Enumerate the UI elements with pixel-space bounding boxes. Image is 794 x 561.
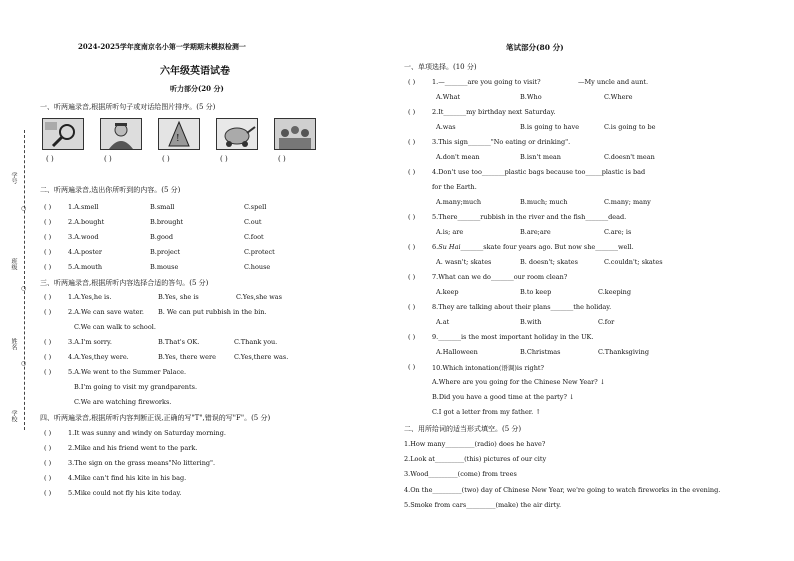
- option-b: B.mouse: [150, 263, 179, 271]
- answer-paren[interactable]: ( ): [44, 263, 52, 271]
- option-c: C.is going to be: [604, 123, 656, 131]
- question-stem: 3.This sign_______"No eating or drinking".: [432, 138, 571, 146]
- option-b: B.brought: [150, 218, 184, 226]
- question-stem: 2.It_______my birthday next Saturday.: [432, 108, 556, 116]
- wet-floor-sign: [158, 118, 200, 150]
- option-b: B.project: [150, 248, 181, 256]
- answer-paren[interactable]: ( ): [162, 155, 170, 163]
- option-c: C.Thank you.: [234, 338, 278, 346]
- option-c: C.foot: [244, 233, 264, 241]
- option-c: C.Where: [604, 93, 633, 101]
- option-b: B.Christmas: [520, 348, 561, 356]
- option-b: B. We can put rubbish in the bin.: [158, 308, 267, 316]
- answer-paren[interactable]: ( ): [408, 303, 416, 311]
- answer-paren[interactable]: ( ): [44, 248, 52, 256]
- option-b: B.are;are: [520, 228, 551, 236]
- option-b: B.That's OK.: [158, 338, 200, 346]
- option-b: B.Yes, she is: [158, 293, 199, 301]
- question-stem: 1.—_______are you going to visit?: [432, 78, 541, 86]
- option-b: B.to keep: [520, 288, 552, 296]
- option-b: B. doesn't; skates: [520, 258, 578, 266]
- option-a: 3.A.wood: [68, 233, 99, 241]
- exam-title: 2024-2025学年度南京名小第一学期期末模拟检测一: [78, 42, 246, 51]
- option-c: C.Thanksgiving: [598, 348, 650, 356]
- option-c: C.We are watching fireworks.: [74, 398, 172, 406]
- option-a: A.Where are you going for the Chinese New Year? ↓: [432, 378, 606, 386]
- fill-in-item[interactable]: 1.How many_________(radio) does he have?: [404, 440, 546, 448]
- option-c: C.spell: [244, 203, 267, 211]
- paper-subtitle: 六年级英语试卷: [160, 66, 230, 77]
- binding-line: [24, 130, 25, 430]
- option-b: B.small: [150, 203, 175, 211]
- margin-label-class: 班级: [10, 258, 17, 270]
- option-c: C.I got a letter from my father. ↑: [432, 408, 541, 416]
- option-a: A.Halloween: [436, 348, 478, 356]
- option-b: B.much; much: [520, 198, 568, 206]
- option-b: B.Who: [520, 93, 542, 101]
- question-stem: 7.What can we do_______our room clean?: [432, 273, 568, 281]
- answer-paren[interactable]: ( ): [44, 203, 52, 211]
- question-stem: 8.They are talking about their plans_______the holiday.: [432, 303, 612, 311]
- answer-paren[interactable]: ( ): [44, 338, 52, 346]
- option-c: C.protect: [244, 248, 275, 256]
- option-a: 5.A.We went to the Summer Palace.: [68, 368, 187, 376]
- option-b: B.good: [150, 233, 173, 241]
- answer-paren[interactable]: ( ): [408, 273, 416, 281]
- option-a: A.at: [436, 318, 450, 326]
- question-text: _______skate four years ago. But now she_______well.: [460, 243, 634, 251]
- fill-in-item[interactable]: 3.Wood_________(come) from trees: [404, 470, 517, 478]
- teapot-car: [216, 118, 258, 150]
- answer-paren[interactable]: ( ): [408, 243, 416, 251]
- margin-mark: ○: [21, 205, 27, 212]
- option-c: C.Yes,she was: [236, 293, 282, 301]
- option-a: A.many;much: [436, 198, 482, 206]
- question-stem: [432, 243, 634, 251]
- question-stem: 10.Which intonation(语调)is right?: [432, 364, 545, 372]
- answer-paren[interactable]: ( ): [44, 429, 52, 437]
- answer-paren[interactable]: ( ): [44, 218, 52, 226]
- question-stem: 5.There_______rubbish in the river and the fish_______dead.: [432, 213, 627, 221]
- option-a: 2.A.bought: [68, 218, 105, 226]
- option-a: A.What: [436, 93, 461, 101]
- answer-paren[interactable]: ( ): [44, 459, 52, 467]
- margin-label-school: 学校: [10, 410, 17, 422]
- answer-paren[interactable]: ( ): [408, 213, 416, 221]
- crowd-picture: [274, 118, 316, 150]
- answer-paren[interactable]: ( ): [44, 368, 52, 376]
- option-b: B.Did you have a good time at the party? ↓: [432, 393, 575, 401]
- margin-label-student-id: 学号: [10, 172, 17, 184]
- answer-paren[interactable]: ( ): [408, 78, 416, 86]
- tf-statement: 1.It was sunny and windy on Saturday morning.: [68, 429, 226, 437]
- option-a: 4.A.poster: [68, 248, 102, 256]
- option-c: C.doesn't mean: [604, 153, 655, 161]
- option-a: A. wasn't; skates: [436, 258, 492, 266]
- section-2-title: 二、听两遍录音,选出你所听到的内容。(5 分): [40, 186, 181, 194]
- section-3-title: 三、听两遍录音,根据所听内容选择合适的答句。(5 分): [40, 279, 209, 287]
- question-reply: —My uncle and aunt.: [578, 78, 649, 86]
- option-a: A.is; are: [436, 228, 464, 236]
- option-c: C.Yes,there was.: [234, 353, 289, 361]
- fill-in-item[interactable]: 2.Look at_________(this) pictures of our city: [404, 455, 547, 463]
- option-a: 5.A.mouth: [68, 263, 103, 271]
- fill-in-item[interactable]: 5.Smoke from cars_________(make) the air dirty.: [404, 501, 562, 509]
- answer-paren[interactable]: ( ): [44, 489, 52, 497]
- magnifier-picture: [42, 118, 84, 150]
- answer-paren[interactable]: ( ): [408, 138, 416, 146]
- answer-paren[interactable]: ( ): [408, 333, 416, 341]
- tf-statement: 4.Mike can't find his kite in his bag.: [68, 474, 187, 482]
- option-b: B.Yes, there were: [158, 353, 216, 361]
- option-c: C.many; many: [604, 198, 651, 206]
- man-portrait: [100, 118, 142, 150]
- option-c: C.for: [598, 318, 615, 326]
- answer-paren[interactable]: ( ): [44, 233, 52, 241]
- option-c: C.keeping: [598, 288, 632, 296]
- margin-mark: ○: [21, 360, 27, 367]
- section-1-title: 一、单项选择。(10 分): [404, 63, 477, 71]
- option-a: 4.A.Yes,they were.: [68, 353, 129, 361]
- option-a: A.don't mean: [436, 153, 480, 161]
- answer-paren[interactable]: ( ): [44, 353, 52, 361]
- answer-paren[interactable]: ( ): [44, 308, 52, 316]
- option-c: C.out: [244, 218, 262, 226]
- answer-paren[interactable]: ( ): [408, 108, 416, 116]
- question-stem: 9._______is the most important holiday in the UK.: [432, 333, 594, 341]
- fill-in-item[interactable]: 4.On the_________(two) day of Chinese New Year, we're going to watch fireworks in the evening.: [404, 486, 721, 494]
- section-2-title: 二、用所给词的适当形式填空。(5 分): [404, 425, 522, 433]
- margin-label-name: 姓名: [10, 338, 17, 350]
- answer-paren[interactable]: ( ): [220, 155, 228, 163]
- question-stem: 4.Don't use too_______plastic bags because too_____plastic is bad: [432, 168, 646, 176]
- margin-mark: ○: [21, 285, 27, 292]
- option-b: B.isn't mean: [520, 153, 561, 161]
- written-part-heading: 笔试部分(80 分): [506, 43, 564, 52]
- option-c: C.house: [244, 263, 271, 271]
- answer-paren[interactable]: ( ): [278, 155, 286, 163]
- listening-part-heading: 听力部分(20 分): [170, 84, 224, 93]
- tf-statement: 3.The sign on the grass means"No littering".: [68, 459, 216, 467]
- answer-paren[interactable]: ( ): [104, 155, 112, 163]
- option-a: A.was: [436, 123, 456, 131]
- option-a: 3.A.I'm sorry.: [68, 338, 112, 346]
- answer-paren[interactable]: ( ): [44, 474, 52, 482]
- tf-statement: 5.Mike could not fly his kite today.: [68, 489, 182, 497]
- option-a: 2.A.We can save water.: [68, 308, 144, 316]
- answer-paren[interactable]: ( ): [46, 155, 54, 163]
- question-number: 6.: [432, 243, 439, 251]
- answer-paren[interactable]: ( ): [44, 293, 52, 301]
- tf-statement: 2.Mike and his friend went to the park.: [68, 444, 198, 452]
- option-a: 1.A.Yes,he is.: [68, 293, 112, 301]
- option-b: B.is going to have: [520, 123, 580, 131]
- option-c: C.couldn't; skates: [604, 258, 663, 266]
- section-1-title: 一、听两遍录音,根据所听句子或对话给图片排序。(5 分): [40, 103, 216, 111]
- person-name: Su Hai: [438, 243, 461, 251]
- answer-paren[interactable]: ( ): [408, 363, 416, 371]
- answer-paren[interactable]: ( ): [44, 444, 52, 452]
- section-4-title: 四、听两遍录音,根据所听内容判断正误,正确的写"T",错误的写"F"。(5 分): [40, 414, 271, 422]
- answer-paren[interactable]: ( ): [408, 168, 416, 176]
- question-stem-continued: for the Earth.: [432, 183, 477, 191]
- option-c: C.We can walk to school.: [74, 323, 156, 331]
- option-b: B.I'm going to visit my grandparents.: [74, 383, 198, 391]
- option-c: C.are; is: [604, 228, 632, 236]
- option-a: 1.A.smell: [68, 203, 99, 211]
- option-b: B.with: [520, 318, 542, 326]
- svg-text:!: !: [176, 134, 180, 144]
- option-a: A.keep: [436, 288, 459, 296]
